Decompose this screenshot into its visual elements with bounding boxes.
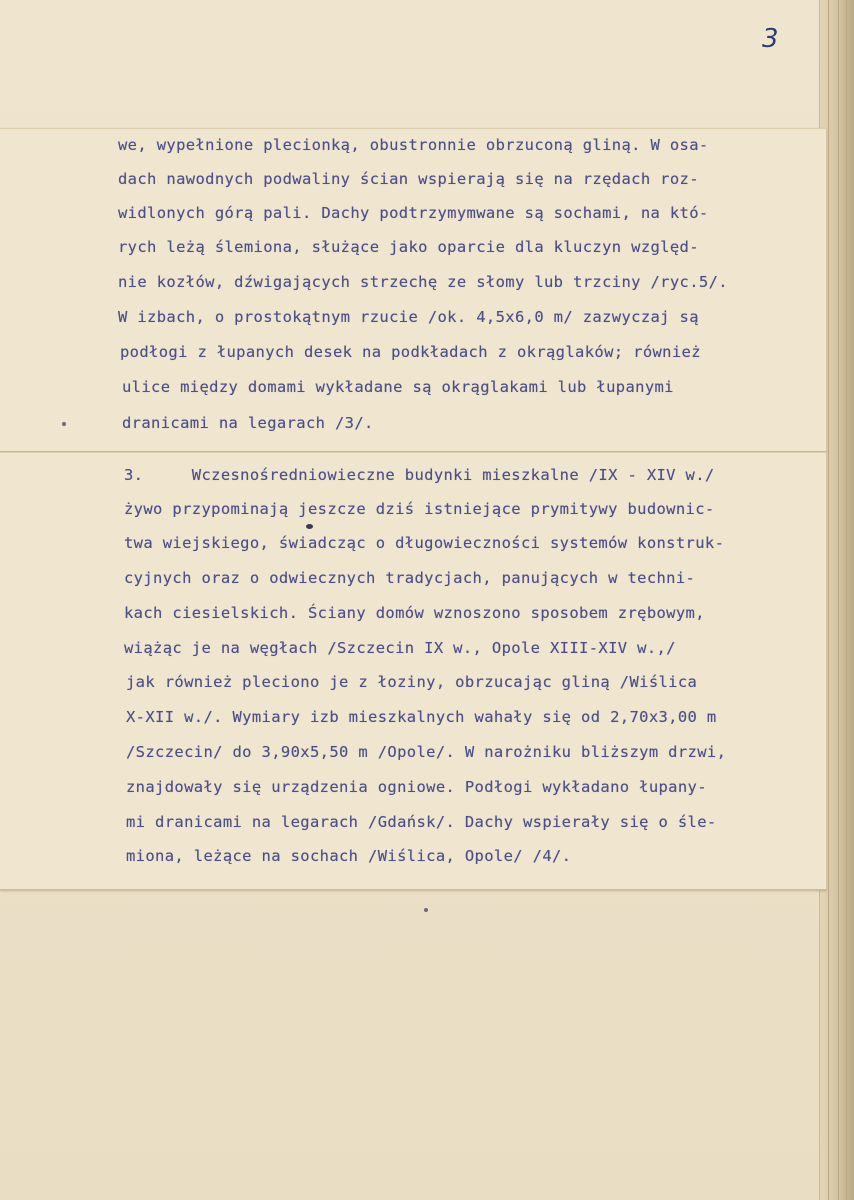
- page-edge-line: [828, 0, 829, 1200]
- text-line: twa wiejskiego, świadcząc o długowieczności systemów konstruk-: [124, 534, 725, 552]
- text-line: we, wypełnione plecionką, obustronnie obrzuconą gliną. W osa-: [118, 136, 709, 154]
- page-edge-line: [838, 0, 839, 1200]
- text-line: wiążąc je na węgłach /Szczecin IX w., Opole XIII-XIV w.,/: [124, 639, 676, 657]
- text-line: mi dranicami na legarach /Gdańsk/. Dachy wspierały się o śle-: [126, 813, 717, 831]
- text-line: widlonych górą pali. Dachy podtrzymymwane są sochami, na któ-: [118, 204, 709, 222]
- text-line: miona, leżące na sochach /Wiślica, Opole/ /4/.: [126, 847, 572, 865]
- text-line: jak również pleciono je z łoziny, obrzucając gliną /Wiślica: [126, 673, 698, 691]
- text-line: nie kozłów, dźwigających strzechę ze słomy lub trzciny /ryc.5/.: [118, 273, 728, 291]
- ink-speck: [306, 524, 313, 529]
- text-line: cyjnych oraz o odwiecznych tradycjach, panujących w techni-: [124, 569, 696, 587]
- text-line: rych leżą ślemiona, służące jako oparcie dla kluczyn względ-: [118, 238, 699, 256]
- text-line: X-XII w./. Wymiary izb mieszkalnych wahały się od 2,70x3,00 m: [126, 708, 717, 726]
- text-line: dranicami na legarach /3/.: [122, 414, 374, 432]
- text-line: /Szczecin/ do 3,90x5,50 m /Opole/. W narożniku bliższym drzwi,: [126, 743, 727, 761]
- ink-speck: [424, 908, 428, 912]
- text-line: kach ciesielskich. Ściany domów wznoszono sposobem zrębowym,: [124, 604, 705, 622]
- text-line: żywo przypominają jeszcze dziś istniejące prymitywy budownic-: [124, 500, 715, 518]
- page-number: 3: [762, 24, 779, 54]
- ink-speck: [62, 422, 66, 426]
- text-line: W izbach, o prostokątnym rzucie /ok. 4,5x6,0 m/ zazwyczaj są: [118, 308, 699, 326]
- text-line: dach nawodnych podwaliny ścian wspierają się na rzędach roz-: [118, 170, 699, 188]
- text-line: znajdowały się urządzenia ogniowe. Podłogi wykładano łupany-: [126, 778, 707, 796]
- page-edge-line: [846, 0, 847, 1200]
- text-line: ulice między domami wykładane są okrąglakami lub łupanymi: [122, 378, 674, 396]
- text-line: 3. Wczesnośredniowieczne budynki mieszkalne /IX - XIV w./: [124, 466, 715, 484]
- text-line: podłogi z łupanych desek na podkładach z okrąglaków; również: [120, 343, 701, 361]
